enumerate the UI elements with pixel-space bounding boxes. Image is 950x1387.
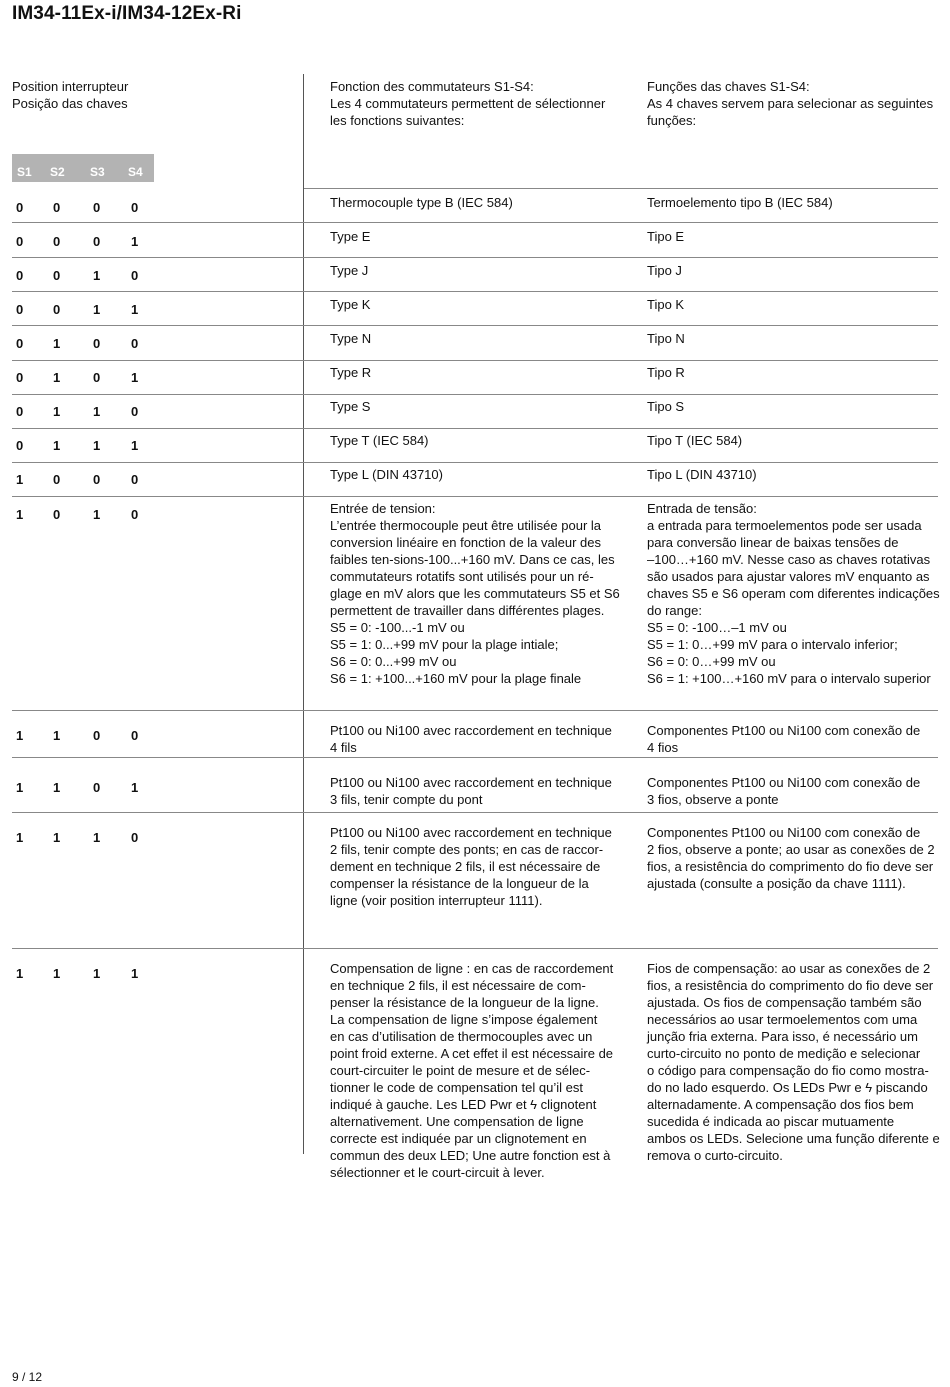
switch-bit-s3: 0 — [93, 370, 101, 385]
function-fr: Type T (IEC 584) — [330, 433, 429, 448]
switch-bit-s4: 0 — [131, 404, 139, 419]
switch-bit-s2: 1 — [53, 438, 61, 453]
switch-bit-s2: 1 — [53, 830, 61, 845]
function-pt: Tipo T (IEC 584) — [647, 433, 743, 448]
function-pt: Tipo J — [647, 263, 682, 278]
function-fr: Pt100 ou Ni100 avec raccordement en technique 4 fils — [330, 723, 612, 755]
row-separator — [12, 496, 938, 497]
function-fr: Thermocouple type B (IEC 584) — [330, 195, 513, 210]
switch-bit-s3: 0 — [93, 780, 101, 795]
row-separator — [12, 948, 938, 949]
switch-bit-s2: 0 — [53, 234, 61, 249]
function-fr: Type R — [330, 365, 372, 380]
switch-bit-s3: 1 — [93, 268, 101, 283]
switch-bit-s4: 0 — [131, 268, 139, 283]
switch-bit-s4: 1 — [131, 234, 139, 249]
switch-label-s2: S2 — [50, 165, 65, 179]
switch-bit-s1: 0 — [16, 234, 24, 249]
switch-bit-s4: 0 — [131, 336, 139, 351]
position-header: Position interrupteur Posição das chaves — [12, 79, 129, 111]
function-fr: Type E — [330, 229, 371, 244]
function-fr: Pt100 ou Ni100 avec raccordement en technique 2 fils, tenir compte des ponts; en cas de raccor- dement en technique 2 fils, il est nécessaire de compenser la résistance de la longueur de la ligne (voir position interrupteur 1111). — [330, 825, 612, 908]
column-divider — [303, 74, 304, 1154]
switch-label-s1: S1 — [17, 165, 32, 179]
switch-bit-s3: 1 — [93, 966, 101, 981]
switch-bit-s4: 0 — [131, 728, 139, 743]
switch-bit-s1: 1 — [16, 507, 24, 522]
switch-bit-s4: 0 — [131, 830, 139, 845]
switch-bit-s2: 1 — [53, 728, 61, 743]
switch-bit-s3: 1 — [93, 507, 101, 522]
switch-bit-s3: 1 — [93, 830, 101, 845]
function-fr: Type J — [330, 263, 369, 278]
switch-bit-s1: 0 — [16, 268, 24, 283]
function-pt: Componentes Pt100 ou Ni100 com conexão de 4 fios — [647, 723, 921, 755]
switch-bit-s4: 1 — [131, 370, 139, 385]
switch-bit-s4: 1 — [131, 966, 139, 981]
function-fr: Entrée de tension: L’entrée thermocouple peut être utilisée pour la conversion linéaire en fonction de la valeur des faibles ten-sions-100...+160 mV. Dans ce cas, les commutateurs rotatifs sont utilisés pour un ré- glage en mV alors que les commutateurs S5 et S6 permettent de travailler dans différentes plages. S5 = 0: -100...-1 mV ou S5 = 1: 0...+99 mV pour la plage intiale; S6 = 0: 0...+99 mV ou S6 = 1: +100...+160 mV pour la plage finale — [330, 501, 620, 686]
switch-label-s4: S4 — [128, 165, 143, 179]
switch-bit-s4: 0 — [131, 472, 139, 487]
switch-bit-s2: 0 — [53, 507, 61, 522]
function-fr: Type S — [330, 399, 371, 414]
switch-bit-s2: 1 — [53, 404, 61, 419]
portuguese-header: Funções das chaves S1-S4: As 4 chaves servem para selecionar as seguintes funções: — [647, 79, 934, 128]
switch-bit-s1: 0 — [16, 404, 24, 419]
document-title: IM34-11Ex-i/IM34-12Ex-Ri — [12, 3, 242, 24]
switch-bit-s4: 1 — [131, 438, 139, 453]
switch-label-s3: S3 — [90, 165, 105, 179]
function-fr: Type N — [330, 331, 372, 346]
switch-bit-s1: 1 — [16, 830, 24, 845]
switch-bit-s3: 0 — [93, 234, 101, 249]
row-separator — [12, 257, 938, 258]
function-pt: Fios de compensação: ao usar as conexões de 2 fios, a resistência do comprimento do fio deve ser ajustada. Os fios de compensação também são necessários ao usar termoelementos com uma junção fria externa. Para isso, é necessário um curto-circuito no ponto de medição e selecionar o código para compensação do fio como mostra- do no lado esquerdo. Os LEDs Pwr e ϟ piscando alternadamente. A compensação dos fios bem sucedida é indicada ao piscar mutuamente ambos os LEDs. Selecione uma função diferente e remova o curto-circuito. — [647, 961, 940, 1163]
row-separator — [12, 325, 938, 326]
row-separator — [12, 462, 938, 463]
switch-bit-s4: 1 — [131, 302, 139, 317]
function-pt: Tipo K — [647, 297, 685, 312]
function-pt: Entrada de tensão: a entrada para termoelementos pode ser usada para conversão linear de baixas tensões de –100…+160 mV. Nesse caso as chaves rotativas são usados para ajustar valores mV enquanto as chaves S5 e S6 operam com diferentes indicações do range: S5 = 0: -100…–1 mV ou S5 = 1: 0…+99 mV para o intervalo inferior; S6 = 0: 0…+99 mV ou S6 = 1: +100…+160 mV para o intervalo superior — [647, 501, 940, 686]
row-separator — [12, 360, 938, 361]
switch-bit-s2: 1 — [53, 966, 61, 981]
switch-bit-s2: 1 — [53, 336, 61, 351]
function-pt: Tipo N — [647, 331, 685, 346]
french-header: Fonction des commutateurs S1-S4: Les 4 commutateurs permettent de sélectionner les fonctions suivantes: — [330, 79, 606, 128]
switch-bit-s1: 0 — [16, 370, 24, 385]
switch-bit-s3: 1 — [93, 404, 101, 419]
function-pt: Componentes Pt100 ou Ni100 com conexão de 2 fios, observe a ponte; ao usar as conexões de 2 fios, a resistência do comprimento do fio deve ser ajustada (consulte a posição da chave 1111). — [647, 825, 935, 891]
switch-bit-s3: 0 — [93, 472, 101, 487]
switch-header-bar — [12, 154, 154, 182]
switch-bit-s4: 1 — [131, 780, 139, 795]
switch-bit-s2: 0 — [53, 268, 61, 283]
switch-bit-s1: 0 — [16, 438, 24, 453]
switch-bit-s3: 1 — [93, 302, 101, 317]
row-separator — [12, 428, 938, 429]
row-separator — [12, 757, 938, 758]
function-pt: Tipo L (DIN 43710) — [647, 467, 757, 482]
switch-bit-s1: 1 — [16, 472, 24, 487]
switch-bit-s1: 1 — [16, 728, 24, 743]
switch-bit-s3: 0 — [93, 200, 101, 215]
function-pt: Tipo S — [647, 399, 685, 414]
row-separator — [12, 812, 938, 813]
switch-bit-s2: 0 — [53, 472, 61, 487]
switch-bit-s3: 1 — [93, 438, 101, 453]
page-number: 9 / 12 — [12, 1370, 43, 1384]
function-pt: Termoelemento tipo B (IEC 584) — [647, 195, 833, 210]
row-separator — [12, 291, 938, 292]
switch-bit-s2: 0 — [53, 200, 61, 215]
switch-bit-s3: 0 — [93, 336, 101, 351]
row-separator — [12, 222, 938, 223]
switch-bit-s2: 1 — [53, 780, 61, 795]
function-fr: Compensation de ligne : en cas de raccordement en technique 2 fils, il est nécessaire de com- penser la résistance de la longueur de la ligne. La compensation de ligne s’impose également en cas d’utilisation de thermocouples avec un point froid externe. A cet effet il est nécessaire de court-circuiter le point de mesure et de sélec- tionner le code de compensation tel qu’il est indiqué à gauche. Les LED Pwr et ϟ clignotent alternativement. Une compensation de ligne correcte est indiquée par un clignotement en commun des deux LED; Une autre fonction est à sélectionner et le court-circuit à lever. — [330, 961, 614, 1180]
function-pt: Tipo E — [647, 229, 685, 244]
function-fr: Type K — [330, 297, 371, 312]
row-separator — [304, 188, 938, 189]
switch-bit-s3: 0 — [93, 728, 101, 743]
function-fr: Type L (DIN 43710) — [330, 467, 443, 482]
function-fr: Pt100 ou Ni100 avec raccordement en technique 3 fils, tenir compte du pont — [330, 775, 612, 807]
row-separator — [12, 710, 938, 711]
switch-bit-s2: 1 — [53, 370, 61, 385]
switch-bit-s4: 0 — [131, 200, 139, 215]
switch-bit-s1: 1 — [16, 780, 24, 795]
switch-bit-s2: 0 — [53, 302, 61, 317]
switch-bit-s4: 0 — [131, 507, 139, 522]
row-separator — [12, 394, 938, 395]
switch-bit-s1: 0 — [16, 200, 24, 215]
switch-bit-s1: 0 — [16, 336, 24, 351]
switch-bit-s1: 1 — [16, 966, 24, 981]
function-pt: Tipo R — [647, 365, 685, 380]
switch-bit-s1: 0 — [16, 302, 24, 317]
function-pt: Componentes Pt100 ou Ni100 com conexão de 3 fios, observe a ponte — [647, 775, 921, 807]
